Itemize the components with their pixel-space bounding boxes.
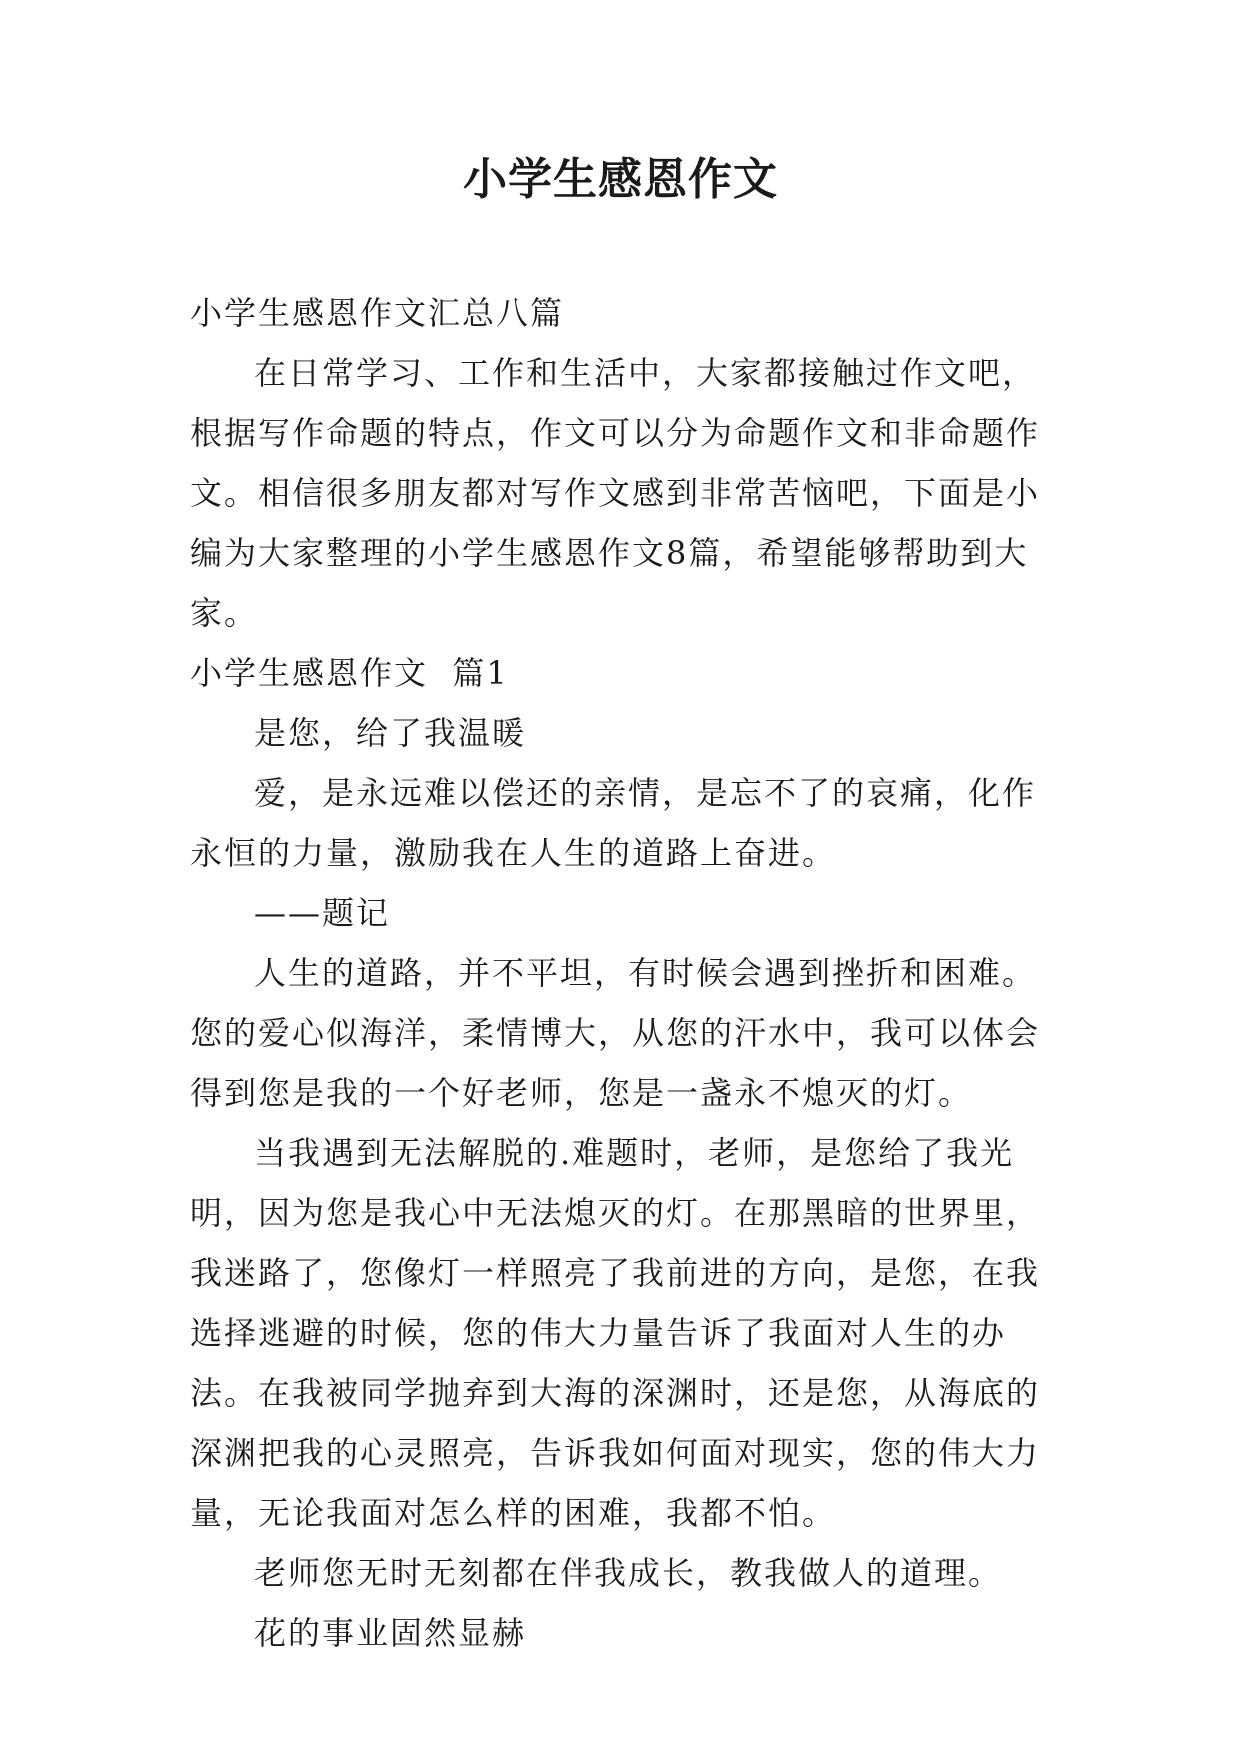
document-body xyxy=(190,283,1065,1663)
essay-title: 是您，给了我温暖 xyxy=(254,714,527,752)
epigraph-note: ——题记 xyxy=(254,894,391,932)
intro-paragraph: 在日常学习、工作和生活中，大家都接触过作文吧，根据写作命题的特点，作文可以分为命题作文和非命题作文。相信很多朋友都对写作文感到非常苦恼吧，下面是小编为大家整理的小学生感恩作文8篇，希望能够帮助到大家。 xyxy=(190,354,1041,632)
document-title: 小学生感恩作文 xyxy=(463,154,778,205)
subtitle: 小学生感恩作文汇总八篇 xyxy=(190,294,565,332)
epigraph: 爱，是永远难以偿还的亲情，是忘不了的哀痛，化作永恒的力量，激励我在人生的道路上奋进。 xyxy=(190,774,1037,872)
essay-paragraph: 老师您无时无刻都在伴我成长，教我做人的道理。 xyxy=(254,1554,1003,1592)
essay-paragraph: 人生的道路，并不平坦，有时候会遇到挫折和困难。您的爱心似海洋，柔情博大，从您的汗水中，我可以体会得到您是我的一个好老师，您是一盏永不熄灭的灯。 xyxy=(190,954,1041,1112)
essay-paragraph: 花的事业固然显赫 xyxy=(254,1614,527,1652)
essay-paragraph: 当我遇到无法解脱的.难题时，老师，是您给了我光明，因为您是我心中无法熄灭的灯。在那黑暗的世界里，我迷路了，您像灯一样照亮了我前进的方向，是您，在我选择逃避的时候，您的伟大力量告诉了我面对人生的办法。在我被同学抛弃到大海的深渊时，还是您，从海底的深渊把我的心灵照亮，告诉我如何面对现实，您的伟大力量，无论我面对怎么样的困难，我都不怕。 xyxy=(190,1134,1041,1532)
section-heading: 小学生感恩作文 篇1 xyxy=(190,654,509,692)
